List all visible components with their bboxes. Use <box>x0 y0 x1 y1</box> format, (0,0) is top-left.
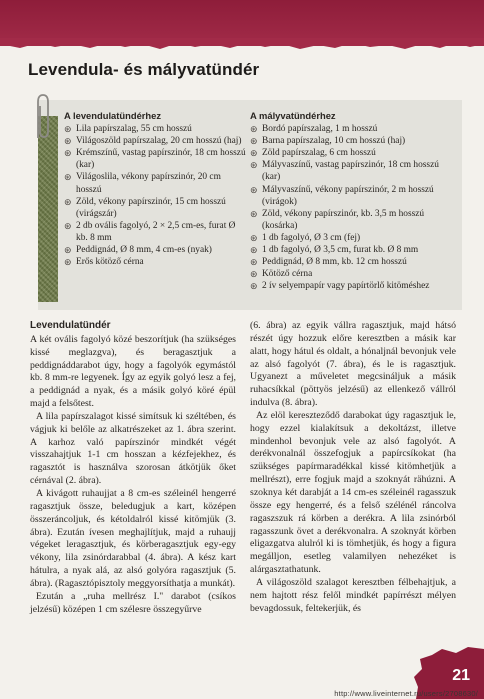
bullet-icon: ⊛ <box>64 196 72 207</box>
bullet-icon: ⊛ <box>250 232 258 243</box>
bullet-icon: ⊛ <box>250 148 258 159</box>
bullet-icon: ⊛ <box>250 160 258 171</box>
instructions-right-column <box>250 320 456 615</box>
materials-heading-malyva: A mályvatündérhez <box>250 110 336 121</box>
materials-heading-levendula: A levendulatündérhez <box>64 110 162 121</box>
bullet-icon: ⊛ <box>250 136 258 147</box>
bullet-icon: ⊛ <box>64 148 72 159</box>
bullet-icon: ⊛ <box>64 136 72 147</box>
material-item: ⊛ Mályvaszínű, vékony papírszinór, 2 m hosszú (virágok) <box>250 184 434 207</box>
materials-malyva <box>250 110 456 292</box>
page-title: Levendula- és mályvatündér <box>28 60 260 79</box>
material-item: ⊛ Lila papírszalag, 55 cm hosszú <box>64 124 192 135</box>
bullet-icon: ⊛ <box>64 172 72 183</box>
paragraph: (6. ábra) az egyik vállra ragasztjuk, majd hátsó részét úgy hozzuk előre keresztben a másik kar alatt, hogy hátul és oldalt, a hónaljnál bevonjuk vele az alsó fagolyót (7. ábra), és le is ragasztjuk. Ugyanezt a műveletet megcsináljuk a másik ruhacsíkkal (pöttyös jelzésű) az ellenkező vállról indulva (8. ábra). <box>250 320 456 409</box>
material-item: ⊛ Bordó papírszalag, 1 m hosszú <box>250 124 378 135</box>
bullet-icon: ⊛ <box>64 257 72 268</box>
material-item: ⊛ Zöld, vékony papírszinór, 15 cm hosszú (virágszár) <box>64 196 226 219</box>
bullet-icon: ⊛ <box>250 208 258 219</box>
bullet-icon: ⊛ <box>250 281 258 292</box>
bullet-icon: ⊛ <box>250 184 258 195</box>
material-item: ⊛ Zöld, vékony papírszinór, kb. 3,5 m hosszú (kosárka) <box>250 208 425 231</box>
material-item: ⊛ Mályvaszínű, vastag papírszinór, 18 cm hosszú (kar) <box>250 160 439 183</box>
paragraph: A világoszöld szalagot keresztben félbehajtjuk, a nem hajtott rész felől mindkét papírrészt mélyen bevagdossuk, feltekerjük, és <box>250 576 456 614</box>
material-item: ⊛ Világoslila, vékony papírszinór, 20 cm hosszú <box>64 172 221 195</box>
bullet-icon: ⊛ <box>64 245 72 256</box>
bullet-icon: ⊛ <box>250 245 258 256</box>
materials-levendula <box>64 110 246 268</box>
bullet-icon: ⊛ <box>250 257 258 268</box>
page-number: 21 <box>452 667 470 684</box>
material-item: ⊛ Krémszínű, vastag papírszinór, 18 cm hosszú (kar) <box>64 148 246 171</box>
header-band <box>0 0 484 46</box>
paragraph: A lila papírszalagot kissé simítsuk ki széltében, és vágjuk ki belőle az alkatrészeket az 1. ábra szerint. A karhoz való papírszinór mindkét végét visszahajtjuk 1-1 cm hosszan a kézfejekhez, és ragasztót is használva szorosan átkötjük őket cérnával (2. ábra). <box>30 410 236 487</box>
material-item: ⊛ Zöld papírszalag, 6 cm hosszú <box>250 148 376 159</box>
material-item: ⊛ 1 db fagolyó, Ø 3,5 cm, furat kb. Ø 8 mm <box>250 245 419 256</box>
material-item: ⊛ 2 ív selyempapír vagy papírtörlő kitöméshez <box>250 281 430 292</box>
material-item: ⊛ Kötöző cérna <box>250 269 313 280</box>
material-item: ⊛ 2 db ovális fagolyó, 2 × 2,5 cm-es, furat Ø kb. 8 mm <box>64 220 236 243</box>
bullet-icon: ⊛ <box>250 269 258 280</box>
bullet-icon: ⊛ <box>250 124 258 135</box>
bullet-icon: ⊛ <box>64 220 72 231</box>
material-item: ⊛ Erős kötöző cérna <box>64 257 144 268</box>
paragraph: A kivágott ruhaujjat a 8 cm-es széleinél hengerré ragasztjuk össze, beledugjuk a kart, középen összeráncoljuk, és kétoldalról kissé kitömjük (3. ábra). Ezután ívesen meghajlítjuk, majd a ruhaujj végeket leragasztjuk, és körberagasztjuk egy-egy vékony, lila zsinórdarabbal (4. ábra). A kész kart hátulra, a nyak alá, az alsó golyóra ragasztjuk (5. ábra). (Ragasztópisztoly meggyorsíthatja a munkát). <box>30 487 236 589</box>
material-item: ⊛ Világoszöld papírszalag, 20 cm hosszú (haj) <box>64 136 242 147</box>
paragraph: Az elöl kereszteződő darabokat úgy ragasztjuk le, hogy ezzel kialakítsuk a dekoltázst, illetve mindenhol bevonjuk vele az alsó fagolyót. A derékvonalnál összefogjuk a papírcsíkokat (ha szükséges papírmaradékkal kissé kitömhetjük a mellrészt), erre fogjuk majd a szoknyát rähúzni. A szoknya két darabját a 14 cm-es széleinél ragasszuk össze egy hengerré, és a felső szélénél ráncolva ragaszszuk rá körben a derékra. A lila zsinórból ragasszunk övet a derékvonalra. A szoknyát körben eligazgatva alulról ki is tömhetjük, és hogy a figura megálljon, esetleg valamilyen nehezéket is alárgasztathatunk. <box>250 409 456 576</box>
instructions-left-column <box>30 320 236 616</box>
paperclip-icon <box>30 92 52 142</box>
bullet-icon: ⊛ <box>64 124 72 135</box>
paragraph: Ezután a „ruha mellrész I." darabot (csíkos jelzésű) középen 1 cm szélesre összegyűrve <box>30 590 236 615</box>
torn-edge <box>0 38 484 54</box>
green-paper-strip <box>38 116 58 302</box>
material-item: ⊛ Barna papírszalag, 10 cm hosszú (haj) <box>250 136 406 147</box>
material-item: ⊛ Peddignád, Ø 8 mm, 4 cm-es (nyak) <box>64 245 212 256</box>
material-item: ⊛ 1 db fagolyó, Ø 3 cm (fej) <box>250 232 361 243</box>
watermark-url: http://www.liveinternet.ru/users/2708630/ <box>334 689 478 698</box>
paragraph: A két ovális fagolyó közé beszorítjuk (ha szükséges kissé meglazgva), és beragasztjuk a peddignáddarabot úgy, hogy a fagolyók egymástól kb. 8 mm-re legyenek. Így az egyik golyó lesz a fej, a peddignád a nyak, és a másik golyó köré épül majd a felsőtest. <box>30 333 236 410</box>
material-item: ⊛ Peddignád, Ø 8 mm, kb. 12 cm hosszú <box>250 257 407 268</box>
section-heading: Levendulatündér <box>30 320 111 331</box>
